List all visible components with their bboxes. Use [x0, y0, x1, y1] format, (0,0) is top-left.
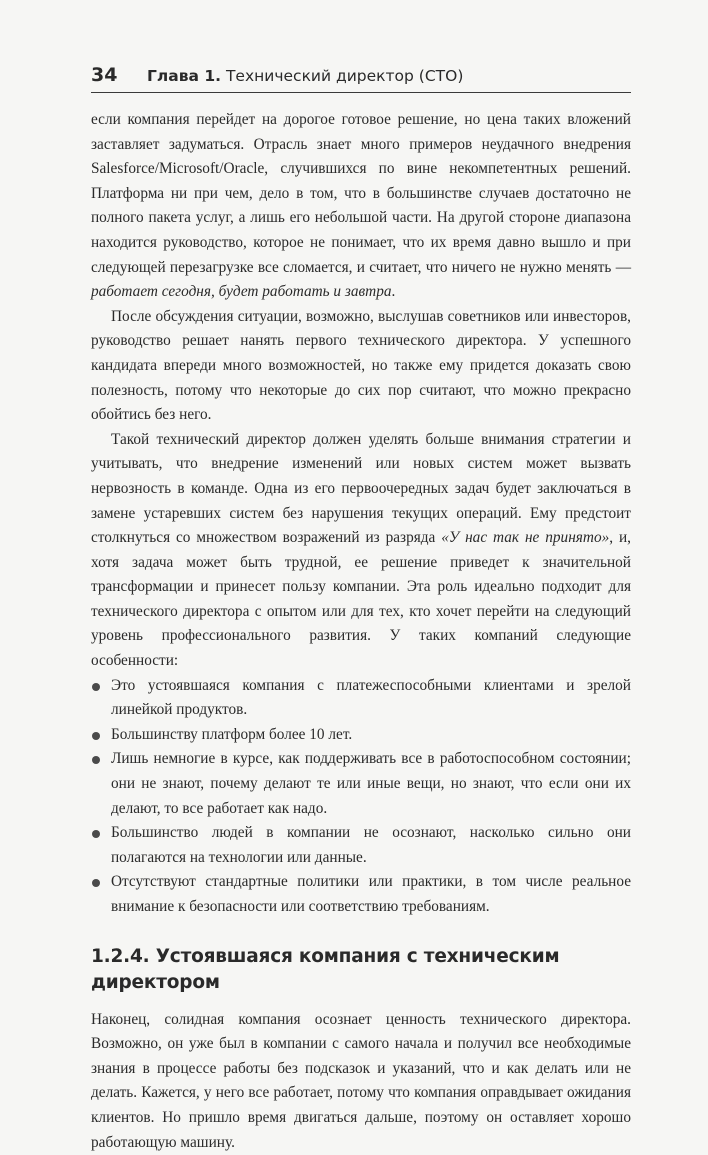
section-heading: 1.2.4. Устоявшаяся компания с техническим директором: [91, 945, 560, 993]
bullet-icon: [92, 732, 100, 740]
paragraph-1-end: .: [391, 283, 396, 301]
list-item-text: Большинство людей в компании не осознают, насколько сильно они полагаются на технологии или данные.: [111, 824, 631, 866]
list-item: [91, 747, 631, 821]
list-item-text: Лишь немногие в курсе, как поддерживать все в работоспособном состоянии; они не знают, почему делают те или иные вещи, но знают, что если они их делают, то все работает как надо.: [111, 750, 631, 817]
chapter-title: Технический директор (CTO): [225, 67, 464, 85]
bullet-icon: [92, 830, 100, 838]
paragraph-1-text: если компания перейдет на дорогое готовое решение, но цена таких вложений заставляет задуматься. Отрасль знает много примеров неудачного внедрения Salesforce/Microsoft/Oracle, случившихся по вине некомпетентных решений. Платформа ни при чем, дело в том, что в большинстве случаев достаточно не полного пакета услуг, а лишь его небольшой части. На другой стороне диапазона находится руководство, которое не понимает, что их время давно вышло и при следующей перезагрузке все сломается, и считает, что ничего не нужно менять —: [91, 111, 631, 276]
page-header: [91, 62, 631, 93]
paragraph-3: [91, 428, 631, 674]
page-body: [91, 108, 631, 1155]
list-item-text: Это устоявшаяся компания с платежеспособными клиентами и зрелой линейкой продуктов.: [111, 676, 631, 719]
paragraph-3-italic: «У нас так не принято»: [441, 529, 610, 547]
paragraph-1: [91, 108, 631, 305]
paragraph-4: Наконец, солидная компания осознает ценность технического директора. Возможно, он уже был в компании с самого начала и получил все необходимые знания в процессе работы без подсказок и указаний, что и как делать или не делать. Кажется, у него все работает, потому что компания оправдывает ожидания клиентов. Но пришло время двигаться дальше, поэтому он оставляет хорошо работающую машину.: [91, 1010, 631, 1151]
running-head: [147, 67, 463, 85]
list-item: [91, 821, 631, 870]
paragraph-3-text: Такой технический директор должен уделять больше внимания стратегии и учитывать, что внедрение изменений или новых систем может вызвать нервозность в команде. Одна из его первоочередных задач будет заключаться в замене устаревших систем без нарушения текущих операций. Ему предстоит столкнуться со множеством возражений из разряда: [91, 430, 631, 547]
page-number: 34: [91, 64, 118, 86]
list-item-text: Отсутствуют стандартные политики или практики, в том числе реальное внимание к безопасности или соответствию требованиям.: [111, 873, 631, 915]
list-item-text: Большинству платформ более 10 лет.: [111, 725, 353, 743]
list-item: [91, 723, 631, 748]
bullet-icon: [92, 756, 100, 764]
paragraph-1-italic: работает сегодня, будет работать и завтра: [91, 283, 392, 301]
list-item: [91, 674, 631, 723]
bullet-icon: [92, 879, 100, 887]
features-list: [91, 674, 631, 920]
paragraph-3-end: , и, хотя задача может быть трудной, ее решение приведет к значительной трансформации и принесет пользу компании. Эта роль идеально подходит для технического директора с опытом или для тех, кто хочет перейти на следующий уровень профессионального развития. У таких компаний следующие особенности:: [91, 529, 631, 670]
list-item: [91, 870, 631, 919]
bullet-icon: [92, 683, 100, 691]
paragraph-2: После обсуждения ситуации, возможно, выслушав советников или инвесторов, руководство решает нанять первого технического директора. У успешного кандидата впереди много возможностей, но также ему придется доказать свою полезность, потому что некоторые до сих пор считают, что можно прекрасно обойтись без него.: [91, 307, 631, 424]
chapter-label: Глава 1.: [147, 67, 222, 85]
